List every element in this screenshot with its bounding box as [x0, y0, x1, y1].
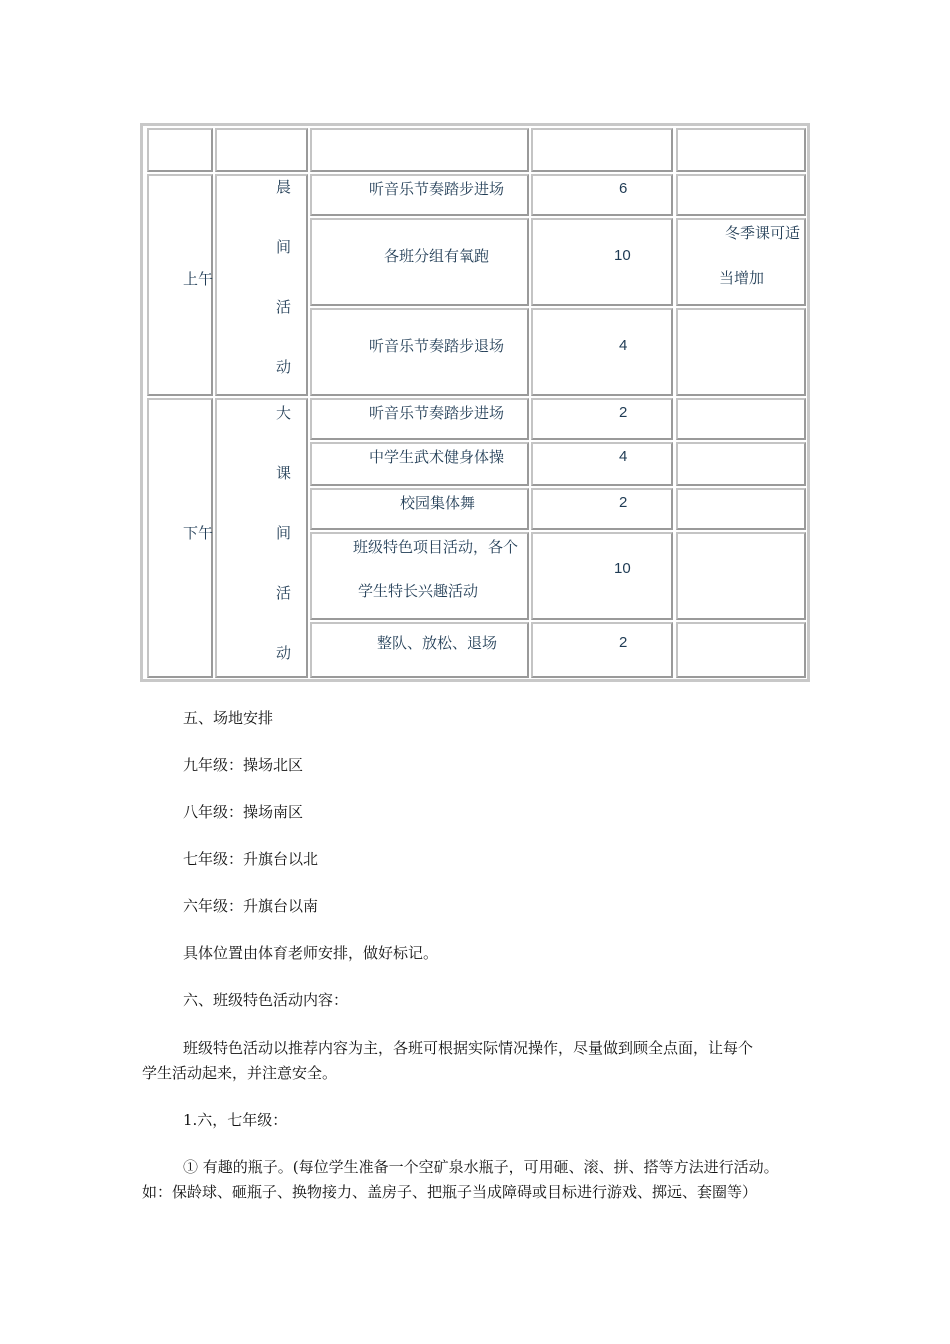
venue-line: 具体位置由体育老师安排，做好标记。: [183, 944, 439, 962]
header-cell-period: [147, 128, 213, 172]
activity-text: 整队、放松、退场: [377, 634, 498, 652]
activity-text: 学生特长兴趣活动: [358, 582, 479, 600]
activity-text: 班级特色项目活动，各个: [353, 538, 519, 556]
activity-text: 听音乐节奏踏步进场: [369, 180, 505, 198]
header-cell-type: [215, 128, 308, 172]
minutes-text: 4: [619, 337, 628, 354]
period-cell-pm: [147, 398, 213, 678]
note-cell: [676, 622, 806, 678]
pm-type-char: 大: [276, 404, 292, 422]
minutes-text: 10: [614, 560, 631, 577]
note-text: 冬季课可适: [725, 224, 801, 242]
period-cell-am: [147, 174, 213, 396]
activity-cell: [310, 218, 529, 306]
minutes-cell: [531, 532, 673, 620]
period-am-label: 上午: [183, 270, 214, 288]
venue-line: 七年级：升旗台以北: [183, 850, 319, 868]
period-pm-label: 下午: [183, 524, 214, 542]
header-cell-note: [676, 128, 806, 172]
activity-cell: [310, 174, 529, 216]
minutes-cell: [531, 622, 673, 678]
activity-cell: [310, 442, 529, 486]
venue-line: 八年级：操场南区: [183, 803, 304, 821]
minutes-cell: [531, 442, 673, 486]
venue-line: 六年级：升旗台以南: [183, 897, 319, 915]
minutes-cell: [531, 218, 673, 306]
section-heading-venue: 五、场地安排: [183, 709, 274, 727]
pm-type-char: 间: [276, 524, 292, 542]
activity-cell: [310, 398, 529, 440]
am-type-char: 晨: [276, 178, 292, 196]
note-cell: [676, 218, 806, 306]
am-type-char: 活: [276, 298, 292, 316]
minutes-text: 6: [619, 180, 628, 197]
activity-cell: [310, 532, 529, 620]
am-type-char: 动: [276, 358, 292, 376]
item-paragraph-line: ① 有趣的瓶子。(每位学生准备一个空矿泉水瓶子，可用砸、滚、拼、搭等方法进行活动。: [183, 1158, 779, 1176]
minutes-cell: [531, 488, 673, 530]
venue-line: 九年级：操场北区: [183, 756, 304, 774]
minutes-cell: [531, 398, 673, 440]
activity-cell: [310, 488, 529, 530]
note-cell: [676, 174, 806, 216]
activity-cell: [310, 622, 529, 678]
note-cell: [676, 532, 806, 620]
activity-text: 听音乐节奏踏步进场: [369, 404, 505, 422]
activity-text: 校园集体舞: [400, 494, 476, 512]
minutes-text: 2: [619, 404, 628, 421]
intro-paragraph-line: 学生活动起来，并注意安全。: [142, 1064, 338, 1082]
header-cell-activity: [310, 128, 529, 172]
schedule-table: [140, 123, 810, 682]
note-cell: [676, 442, 806, 486]
type-cell-pm: [215, 398, 308, 678]
activity-cell: [310, 308, 529, 396]
minutes-text: 10: [614, 247, 631, 264]
am-type-char: 间: [276, 238, 292, 256]
intro-paragraph-line: 班级特色活动以推荐内容为主，各班可根据实际情况操作，尽量做到顾全点面，让每个: [183, 1039, 754, 1057]
minutes-cell: [531, 174, 673, 216]
activity-text: 中学生武术健身体操: [369, 448, 505, 466]
note-cell: [676, 308, 806, 396]
pm-type-char: 课: [276, 464, 292, 482]
subheading-grade67: 1.六，七年级：: [183, 1111, 288, 1129]
minutes-text: 4: [619, 448, 628, 465]
pm-type-char: 活: [276, 584, 292, 602]
note-cell: [676, 488, 806, 530]
note-cell: [676, 398, 806, 440]
item-paragraph-line: 如：保龄球、砸瓶子、换物接力、盖房子、把瓶子当成障碍或目标进行游戏、掷远、套圈等）: [142, 1183, 758, 1201]
minutes-text: 2: [619, 634, 628, 651]
type-cell-am: [215, 174, 308, 396]
section-heading-activities: 六、班级特色活动内容：: [183, 991, 349, 1009]
pm-type-char: 动: [276, 644, 292, 662]
header-cell-minutes: [531, 128, 673, 172]
minutes-text: 2: [619, 494, 628, 511]
activity-text: 各班分组有氧跑: [384, 247, 490, 265]
minutes-cell: [531, 308, 673, 396]
note-text: 当增加: [719, 269, 765, 287]
activity-text: 听音乐节奏踏步退场: [369, 337, 505, 355]
